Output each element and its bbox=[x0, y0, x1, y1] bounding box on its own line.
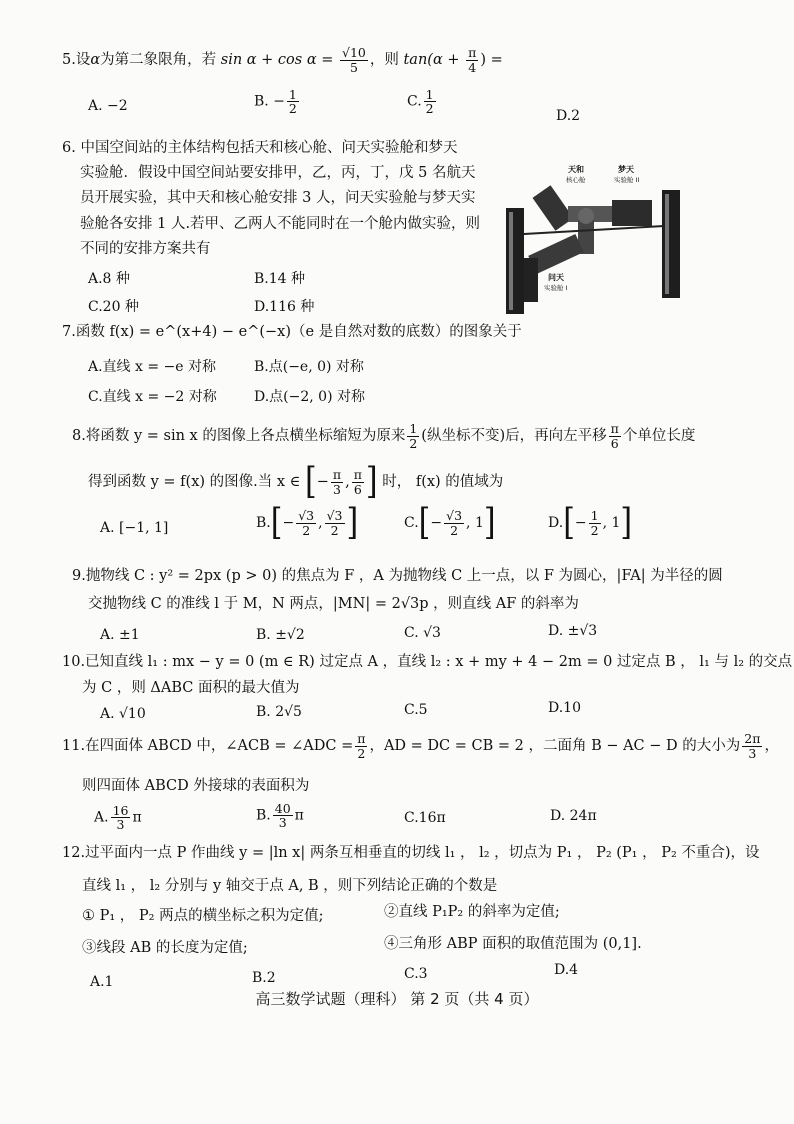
q6-option-d: D.116 种 bbox=[254, 299, 315, 315]
fraction-sqrt10-over-5: $\frac{√10}{5}$ bbox=[342, 45, 366, 75]
svg-text:实验舱 II: 实验舱 II bbox=[614, 176, 640, 184]
label-tianhe: 天和 bbox=[568, 165, 584, 174]
q6-option-c: C.20 种 bbox=[88, 299, 139, 315]
q12-statement-4: ④三角形 ABP 面积的取值范围为 (0,1]. bbox=[384, 936, 642, 952]
q11-option-c: C.16π bbox=[404, 810, 446, 826]
q12-option-b: B.2 bbox=[252, 970, 276, 986]
question-12-line-2: 直线 l₁ ， l₂ 分别与 y 轴交于点 A, B ，则下列结论正确的个数是 bbox=[82, 878, 498, 894]
q7-option-c: C.直线 x = −2 对称 bbox=[88, 389, 217, 405]
question-9-line-2: 交抛物线 C 的准线 l 于 M，N 两点，|MN| = 2√3p ，则直线 AF 的斜率为 bbox=[88, 596, 579, 612]
q12-statement-1: ① P₁ ， P₂ 两点的横坐标之积为定值; bbox=[82, 908, 324, 924]
question-5-stem: 5.设α为第二象限角，若 sin α + cos α = $\frac{√10}{5}$ ，则 tan(α + $\frac{\pi}{4}$ ) = bbox=[62, 45, 503, 75]
q12-statement-3: ③线段 AB 的长度为定值; bbox=[82, 940, 248, 956]
q9-option-a: A. ±1 bbox=[100, 627, 140, 643]
q9-option-c: C. √3 bbox=[404, 625, 441, 641]
q5-option-d: D.2 bbox=[556, 108, 581, 124]
question-6-line-1: 6. 中国空间站的主体结构包括天和核心舱、问天实验舱和梦天 bbox=[62, 140, 458, 156]
q6-option-b: B.14 种 bbox=[254, 271, 306, 287]
q10-option-a: A. √10 bbox=[100, 706, 146, 722]
q9-option-d: D. ±√3 bbox=[548, 623, 598, 639]
space-station-figure bbox=[500, 156, 690, 321]
q12-option-a: A.1 bbox=[90, 974, 114, 990]
q7-option-d: D.点(−2, 0) 对称 bbox=[254, 389, 365, 405]
question-11-line-2: 则四面体 ABCD 外接球的表面积为 bbox=[82, 778, 310, 794]
q7-option-b: B.点(−e, 0) 对称 bbox=[254, 359, 364, 375]
label-wentian: 问天 bbox=[548, 273, 564, 282]
solar-panel-right bbox=[662, 190, 680, 298]
question-10-line-1: 10.已知直线 l₁ : mx − y = 0 (m ∈ R) 过定点 A ，直线 l₂ : x + my + 4 − 2m = 0 过定点 B ， l₁ 与 l₂ 的交点 bbox=[62, 654, 793, 670]
page-footer: 高三数学试题（理科） 第 2 页（共 4 页） bbox=[255, 990, 539, 1008]
q10-option-c: C.5 bbox=[404, 702, 428, 718]
q11-option-a: A. $\frac{16}{3}$ π bbox=[94, 803, 142, 833]
svg-text:核心舱: 核心舱 bbox=[566, 176, 586, 184]
q10-option-b: B. 2√5 bbox=[256, 704, 302, 720]
q6-option-a: A.8 种 bbox=[88, 271, 130, 287]
q5-option-c: C. $\frac{1}{2}$ bbox=[407, 87, 434, 117]
q7-option-a: A.直线 x = −e 对称 bbox=[88, 359, 217, 375]
q8-option-c: C.[− $\frac{√3}{2}$ , 1] bbox=[404, 501, 496, 544]
q8-option-a: A. [−1, 1] bbox=[100, 520, 169, 536]
q8-option-b: B.[− $\frac{√3}{2}$ , $\frac{√3}{2}$ ] bbox=[256, 501, 359, 544]
q8-option-d: D.[− $\frac{1}{2}$ , 1] bbox=[548, 501, 633, 544]
q10-option-d: D.10 bbox=[548, 700, 581, 716]
solar-panel-left bbox=[506, 208, 524, 314]
question-8-line-1: 8.将函数 y = sin x 的图像上各点横坐标缩短为原来 $\frac{1}{2}$ (纵坐标不变)后，再向左平移 $\frac{\pi}{6}$ 个单位长度 bbox=[72, 421, 696, 451]
question-6-line-4: 验舱各安排 1 人.若甲、乙两人不能同时在一个舱内做实验，则 bbox=[80, 216, 481, 232]
question-6-line-5: 不同的安排方案共有 bbox=[80, 241, 211, 257]
q11-option-d: D. 24π bbox=[550, 808, 597, 824]
question-8-line-2: 得到函数 y = f(x) 的图像.当 x ∈ [− $\frac{\pi}{3}$ , $\frac{\pi}{6}$ ] 时， f(x) 的值域为 bbox=[88, 460, 504, 503]
question-7-stem: 7.函数 f(x) = e^(x+4) − e^(−x)（e 是自然对数的底数）的图象关于 bbox=[62, 324, 522, 340]
q12-statement-2: ②直线 P₁P₂ 的斜率为定值; bbox=[384, 904, 560, 920]
q12-option-c: C.3 bbox=[404, 966, 428, 982]
question-6-line-3: 员开展实验，其中天和核心舱安排 3 人，问天实验舱与梦天实 bbox=[80, 190, 476, 206]
q5-option-b: B. − $\frac{1}{2}$ bbox=[254, 87, 297, 117]
q5-option-a: A. −2 bbox=[88, 98, 128, 114]
q11-option-b: B. $\frac{40}{3}$ π bbox=[256, 801, 304, 831]
q12-option-d: D.4 bbox=[554, 962, 579, 978]
q9-option-b: B. ±√2 bbox=[256, 627, 305, 643]
label-mengtian: 梦天 bbox=[618, 165, 634, 174]
fraction-pi-over-4: $\frac{\pi}{4}$ bbox=[468, 45, 477, 75]
question-6-line-2: 实验舱．假设中国空间站要安排甲，乙，丙，丁，戊 5 名航天 bbox=[80, 165, 476, 181]
question-11-line-1: 11.在四面体 ABCD 中，∠ACB = ∠ADC = $\frac{\pi}{2}$ ，AD = DC = CB = 2 ，二面角 B − AC − D 的大小为 $\frac{2\pi}{3}$ ， bbox=[62, 731, 779, 761]
question-9-line-1: 9.抛物线 C : y² = 2px (p > 0) 的焦点为 F ，A 为抛物线 C 上一点，以 F 为圆心，|FA| 为半径的圆 bbox=[72, 568, 723, 584]
question-10-line-2: 为 C ，则 ΔABC 面积的最大值为 bbox=[82, 680, 300, 696]
question-12-line-1: 12.过平面内一点 P 作曲线 y = |ln x| 两条互相垂直的切线 l₁ ， l₂ ，切点为 P₁ ， P₂ (P₁ ， P₂ 不重合)，设 bbox=[62, 845, 760, 861]
svg-text:实验舱 I: 实验舱 I bbox=[544, 284, 568, 292]
